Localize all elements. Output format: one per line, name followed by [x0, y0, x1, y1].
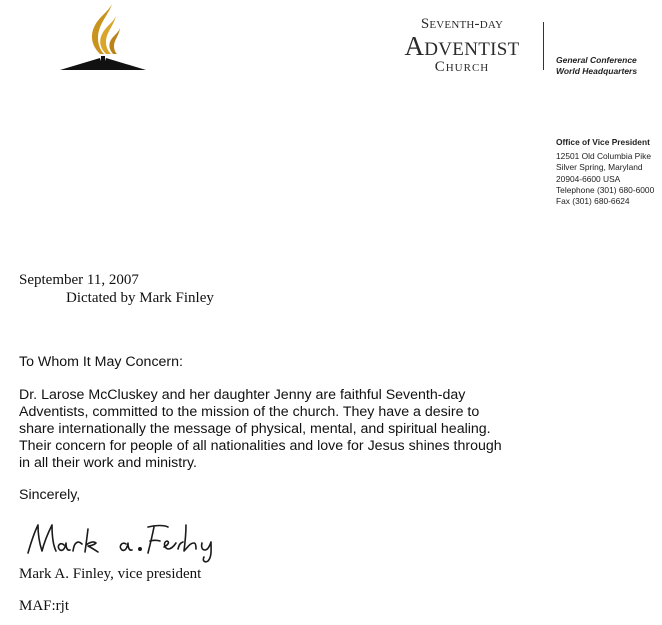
address-line: 12501 Old Columbia Pike: [556, 151, 651, 162]
wordmark-bottom: Church: [434, 59, 490, 75]
body-line: Dr. Larose McCluskey and her daughter Jenny are faithful Seventh-day: [19, 387, 466, 403]
reference-initials: MAF:rjt: [19, 598, 70, 614]
closing: Sincerely,: [19, 487, 81, 503]
address-line: Fax (301) 680-6624: [556, 196, 630, 207]
letter-date: September 11, 2007: [19, 272, 139, 288]
general-conference-label: General Conference World Headquarters: [556, 55, 638, 76]
address-line: Silver Spring, Maryland: [556, 162, 643, 173]
handwritten-signature: [18, 515, 228, 565]
body-line: in all their work and ministry.: [19, 455, 197, 471]
office-title: Office of Vice President: [556, 137, 650, 147]
signer-name: Mark A. Finley, vice president: [19, 566, 202, 582]
salutation: To Whom It May Concern:: [19, 354, 183, 370]
wordmark-middle: Adventist: [404, 31, 520, 61]
letterhead-wordmark: [382, 16, 542, 75]
body-line: Adventists, committed to the mission of the church. They have a desire to: [19, 404, 480, 420]
body-line: Their concern for people of all nationalities and love for Jesus shines through: [19, 438, 502, 454]
office-address-block: [556, 137, 654, 207]
dictated-line: Dictated by Mark Finley: [66, 290, 214, 306]
wordmark-top: Seventh-day: [420, 16, 504, 32]
body-line: share internationally the message of physical, mental, and spiritual healing.: [19, 421, 491, 437]
address-line: Telephone (301) 680-6000: [556, 184, 655, 195]
address-line: 20904-6600 USA: [556, 173, 621, 184]
adventist-logo-icon: [58, 2, 148, 74]
wordmark-divider: [543, 22, 544, 70]
